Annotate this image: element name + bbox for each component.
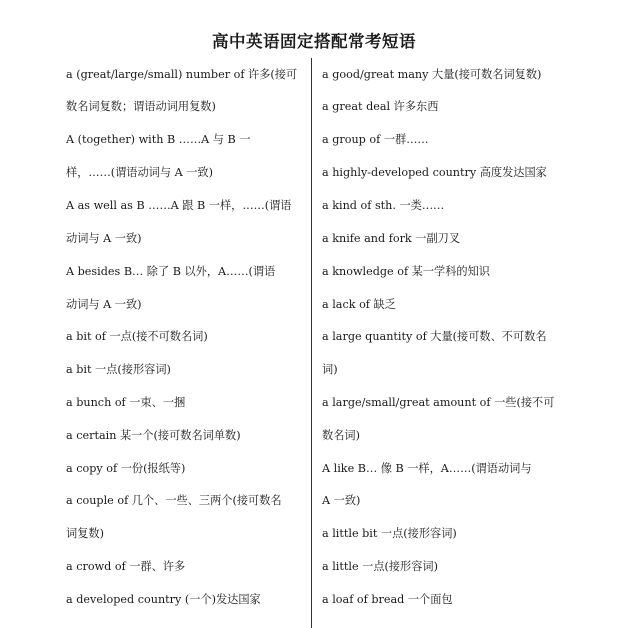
- phrase-line: a couple of 几个、一些、三两个(接可数名: [66, 494, 282, 507]
- phrase-line: a developed country (一个)发达国家: [66, 593, 261, 606]
- phrase-line: A (together) with B ……A 与 B 一: [66, 133, 251, 146]
- column-divider: [311, 58, 312, 628]
- phrase-line: 动词与 A 一致): [66, 232, 142, 245]
- phrase-line: a bit 一点(接形容词): [66, 363, 171, 376]
- phrase-line: a copy of 一份(报纸等): [66, 462, 186, 475]
- phrase-line: a good/great many 大量(接可数名词复数): [322, 68, 542, 81]
- phrase-line: 词): [322, 363, 338, 376]
- phrase-line: a certain 某一个(接可数名词单数): [66, 429, 241, 442]
- phrase-line: a knowledge of 某一学科的知识: [322, 265, 490, 278]
- phrase-line: a large quantity of 大量(接可数、不可数名: [322, 330, 547, 343]
- phrase-line: a little bit 一点(接形容词): [322, 527, 457, 540]
- phrase-line: A like B… 像 B 一样，A……(谓语动词与: [322, 462, 532, 475]
- phrase-line: a highly-developed country 高度发达国家: [322, 166, 547, 179]
- phrase-line: a (great/large/small) number of 许多(接可: [66, 68, 298, 81]
- phrase-line: A 一致): [322, 494, 361, 507]
- phrase-line: A as well as B ……A 跟 B 一样，……(谓语: [66, 199, 292, 212]
- phrase-line: a bunch of 一束、一捆: [66, 396, 186, 409]
- phrase-line: A besides B… 除了 B 以外，A……(谓语: [66, 265, 276, 278]
- phrase-line: 数名词): [322, 429, 360, 442]
- phrase-line: a little 一点(接形容词): [322, 560, 438, 573]
- phrase-line: a great deal 许多东西: [322, 100, 439, 113]
- phrase-line: a bit of 一点(接不可数名词): [66, 330, 208, 343]
- phrase-line: 词复数): [66, 527, 104, 540]
- phrase-line: a knife and fork 一副刀叉: [322, 232, 461, 245]
- phrase-line: a lack of 缺乏: [322, 298, 396, 311]
- document-title: 高中英语固定搭配常考短语: [212, 32, 416, 51]
- phrase-line: 数名词复数；谓语动词用复数): [66, 100, 216, 113]
- phrase-line: a kind of sth. 一类……: [322, 199, 445, 212]
- phrase-line: a crowd of 一群、许多: [66, 560, 186, 573]
- phrase-line: 动词与 A 一致): [66, 298, 142, 311]
- phrase-line: a group of 一群……: [322, 133, 429, 146]
- phrase-line: 样，……(谓语动词与 A 一致): [66, 166, 213, 179]
- phrase-line: a loaf of bread 一个面包: [322, 593, 453, 606]
- phrase-line: a large/small/great amount of 一些(接不可: [322, 396, 555, 409]
